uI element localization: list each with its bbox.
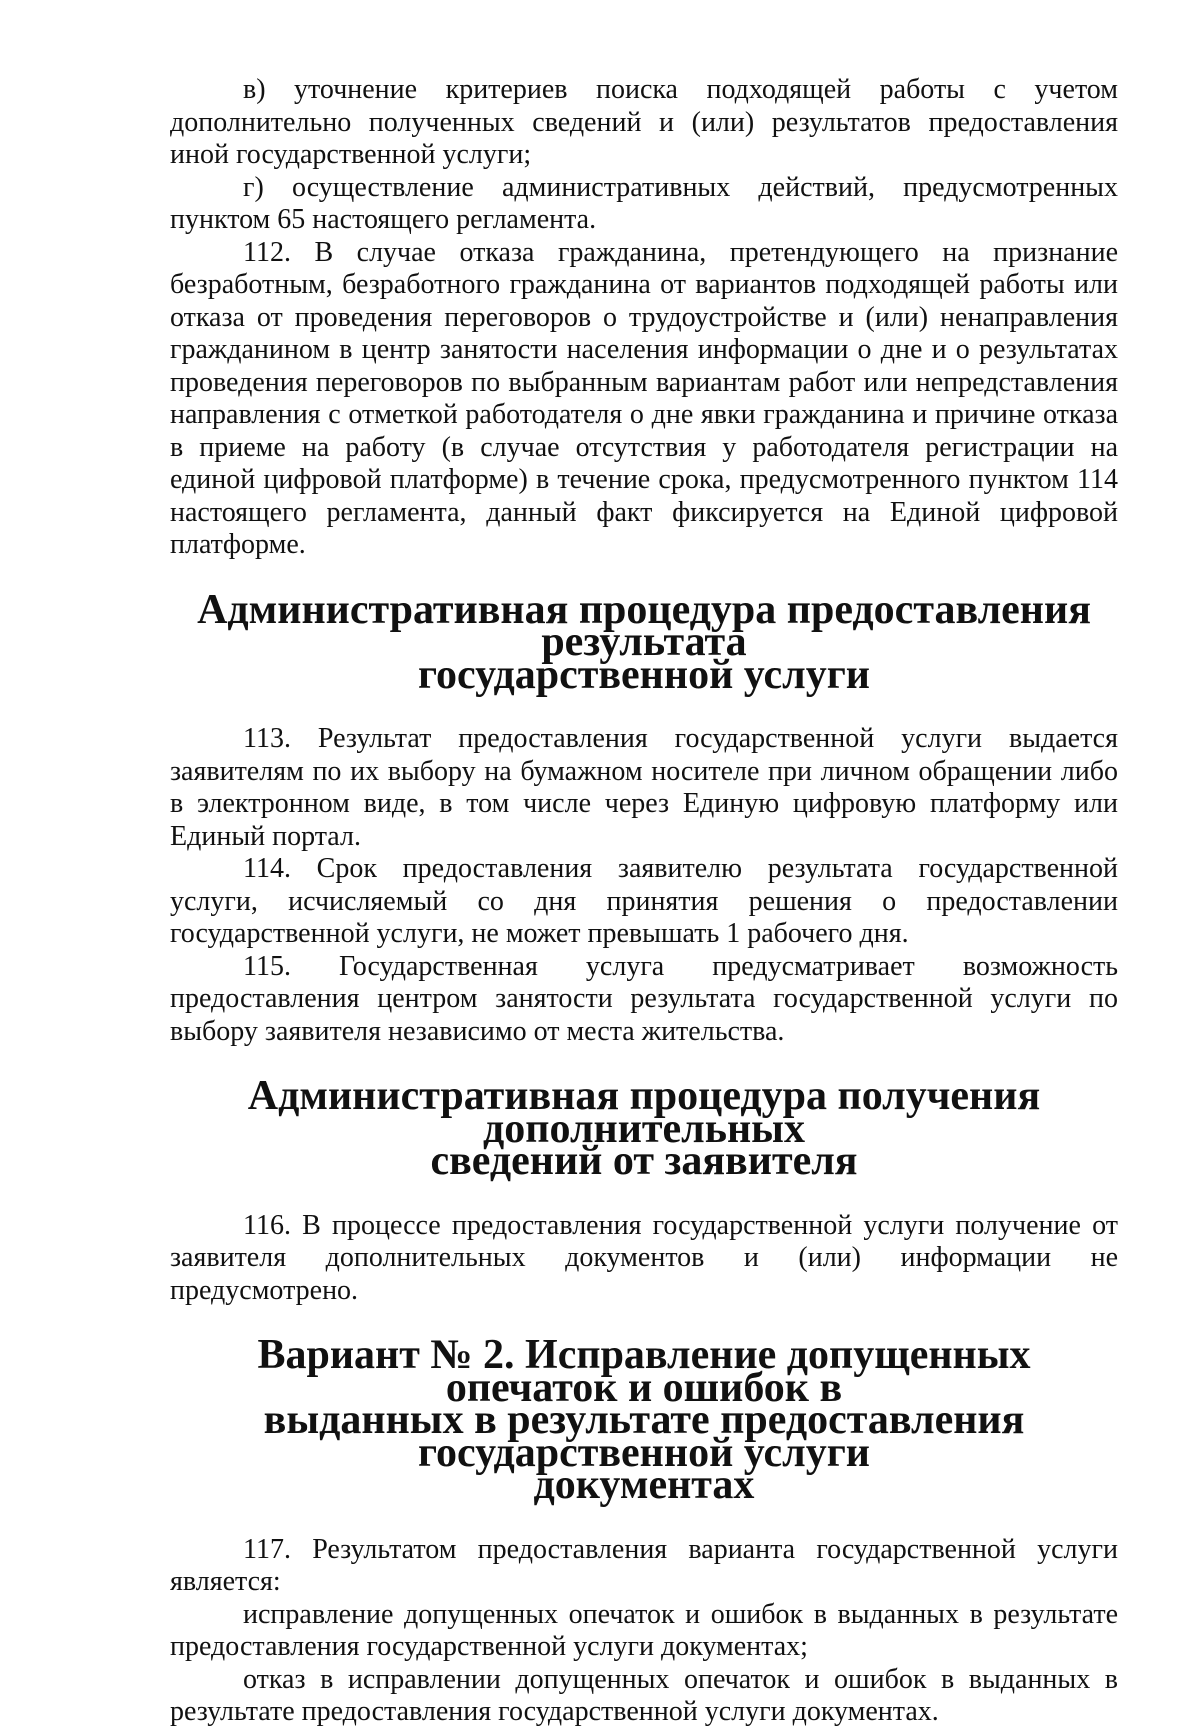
paragraph-114: 114. Срок предоставления заявителю результата государственной услуги, исчисляемый со дня принятия решения о предоставлении государственной услуги, не может превышать 1 рабочего дня. xyxy=(170,853,1118,949)
section-heading-result-procedure xyxy=(170,586,1118,698)
paragraph-116: 116. В процессе предоставления государственной услуги получение от заявителя дополнительных документов и (или) информации не предусмотрено. xyxy=(170,1209,1118,1306)
document-page xyxy=(170,74,1118,1729)
paragraph-correction: исправление допущенных опечаток и ошибок в выданных в результате предоставления государственной услуги документах; xyxy=(170,1598,1118,1662)
paragraph-115: 115. Государственная услуга предусматривает возможность предоставления центром занятости результата государственной услуги по выбору заявителя независимо от места жительства. xyxy=(170,950,1118,1047)
section-heading-variant-2 xyxy=(170,1332,1118,1508)
paragraph-112: 112. В случае отказа гражданина, претендующего на признание безработным, безработного гражданина от вариантов подходящей работы или отказа от проведения переговоров о трудоустройстве и (или) ненаправления гражданином в центр занятости населения информации о дне и о результатах проведения переговоров по выбранным вариантам работ или непредставления направления с отметкой работодателя о дне явки гражданина и причине отказа в приеме на работу (в случае отсутствия у работодателя регистрации на единой цифровой платформе) в течение срока, предусмотренного пунктом 114 настоящего регламента, данный факт фиксируется на Единой цифровой платформе. xyxy=(170,236,1118,560)
heading-line: Вариант № 2. Исправление допущенных опечаток и ошибок в xyxy=(257,1332,1031,1411)
heading-line: Административная процедура предоставления результата xyxy=(197,586,1091,665)
heading-line: Административная процедура получения дополнительных xyxy=(247,1073,1041,1152)
heading-line: государственной услуги xyxy=(418,651,870,698)
heading-line: выданных в результате предоставления государственной услуги xyxy=(263,1397,1025,1476)
section-heading-additional-info xyxy=(170,1073,1118,1184)
heading-line: сведений от заявителя xyxy=(430,1138,858,1184)
paragraph-113: 113. Результат предоставления государственной услуги выдается заявителям по их выбору на бумажном носителе при личном обращении либо в электронном виде, в том числе через Единую цифровую платформу или Единый портал. xyxy=(170,723,1118,852)
heading-line: документах xyxy=(533,1462,755,1508)
paragraph-v: в) уточнение критериев поиска подходящей работы с учетом дополнительно полученных сведений и (или) результатов предоставления иной государственной услуги; xyxy=(170,74,1118,170)
paragraph-117: 117. Результатом предоставления варианта государственной услуги является: xyxy=(170,1533,1118,1597)
paragraph-refusal: отказ в исправлении допущенных опечаток и ошибок в выданных в результате предоставления государственной услуги документах. xyxy=(170,1663,1118,1727)
paragraph-g: г) осуществление административных действий, предусмотренных пунктом 65 настоящего регламента. xyxy=(170,171,1118,235)
